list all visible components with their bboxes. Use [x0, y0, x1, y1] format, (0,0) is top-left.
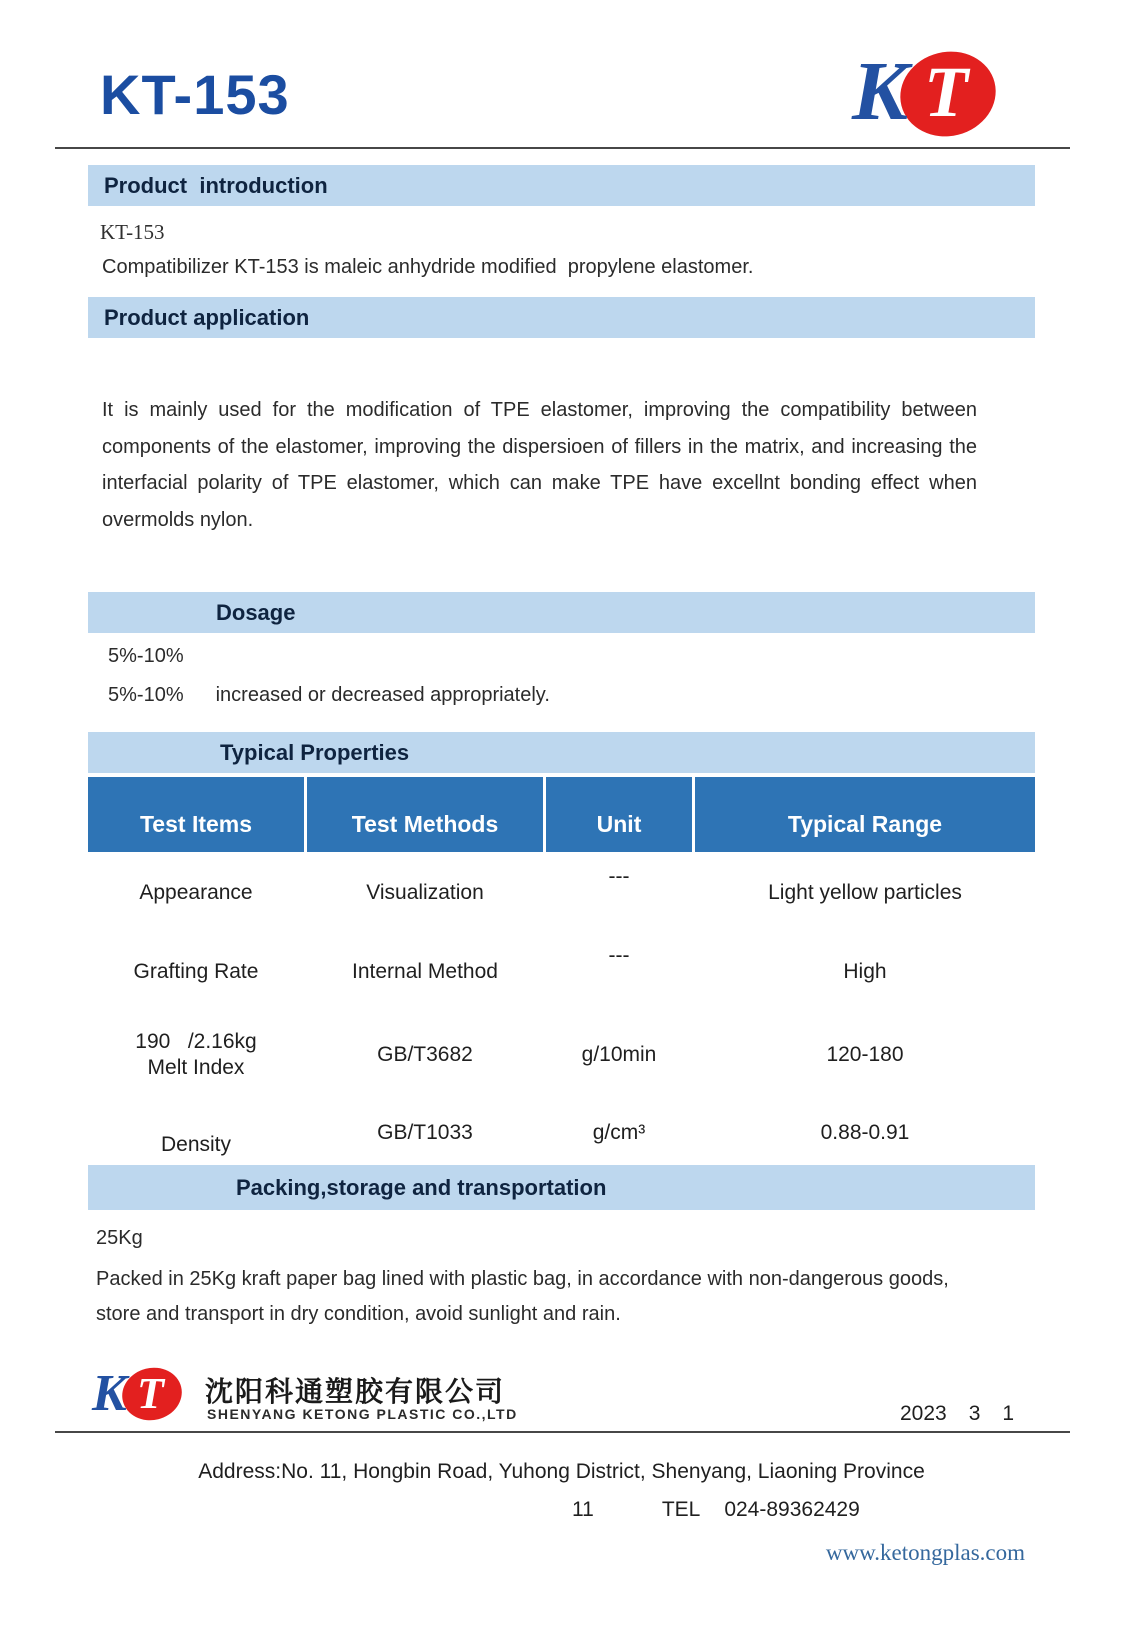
logo-letter-t: T [137, 1369, 164, 1418]
tel-label: TEL [661, 1498, 701, 1521]
cell-test-method: GB/T3682 [377, 1043, 473, 1066]
logo-letter-t: T [924, 52, 968, 132]
dosage-note-value: 5%-10% [108, 684, 184, 706]
column-header-test-methods: Test Methods [307, 777, 543, 852]
date-day: 1 [1002, 1402, 1015, 1425]
cell-typical-range: 120-180 [826, 1043, 904, 1066]
cell-test-method: Visualization [366, 881, 484, 904]
kt-logo-icon [852, 45, 1002, 148]
melt-index-condition: 190 /2.16kg [135, 1030, 257, 1053]
tel-number: 024-89362429 [724, 1498, 860, 1521]
table-row [88, 1010, 1035, 1100]
page-number: 11 [572, 1498, 594, 1521]
cell-typical-range: High [843, 960, 887, 983]
company-name-english: SHENYANG KETONG PLASTIC CO.,LTD [207, 1406, 518, 1422]
product-application-text: It is mainly used for the modification of TPE elastomer, improving the compatibility between components of the elastomer, improving the dispersioen of fillers in the matrix, and increasing the interfacial polarity of TPE elastomer, which can make TPE have excellnt bonding effect when overmolds nylon. [102, 399, 977, 531]
column-header-unit: Unit [546, 777, 692, 852]
cell-typical-range: 0.88-0.91 [820, 1121, 910, 1144]
cell-test-item: Grafting Rate [133, 960, 259, 983]
properties-table [88, 777, 1035, 1166]
cell-test-method: GB/T1033 [377, 1121, 473, 1144]
product-introduction-text: Compatibilizer KT-153 is maleic anhydride modified propylene elastomer. [102, 256, 754, 278]
cell-test-item: Density [160, 1133, 232, 1156]
packing-text: Packed in 25Kg kraft paper bag lined with plastic bag, in accordance with non-dangerous goods, store and transport in dry condition, avoid sunlight and rain. [96, 1268, 949, 1325]
cell-test-item [88, 1030, 304, 1080]
table-row [88, 852, 1035, 934]
kt-logo-small-icon [92, 1366, 192, 1428]
date-month: 3 [968, 1402, 981, 1425]
logo-letter-k: K [852, 45, 909, 138]
cell-unit: --- [608, 865, 630, 888]
melt-index-label: Melt Index [147, 1056, 245, 1079]
dosage-note-text: increased or decreased appropriately. [215, 684, 550, 706]
table-row [88, 934, 1035, 1010]
cell-test-method: Internal Method [352, 960, 498, 983]
company-address: Address:No. 11, Hongbin Road, Yuhong District, Shenyang, Liaoning Province [198, 1460, 925, 1483]
section-heading-product-introduction: Product introduction [88, 165, 1035, 206]
footer-divider [55, 1431, 1070, 1433]
page-and-phone-line [572, 1498, 860, 1522]
section-heading-packing: Packing,storage and transportation [88, 1165, 1035, 1210]
top-divider [55, 147, 1070, 149]
cell-test-item: Appearance [139, 881, 253, 904]
cell-unit: g/cm³ [592, 1121, 646, 1144]
company-name-chinese: 沈阳科通塑胶有限公司 [205, 1376, 506, 1407]
product-code: KT-153 [100, 220, 165, 244]
section-heading-typical-properties: Typical Properties [88, 732, 1035, 773]
dosage-value: 5%-10% [108, 645, 184, 667]
column-header-test-items: Test Items [88, 777, 304, 852]
dosage-note [108, 684, 550, 707]
document-date [900, 1402, 1014, 1426]
cell-unit: g/10min [581, 1043, 657, 1066]
table-header-row [88, 777, 1035, 852]
column-header-typical-range: Typical Range [695, 777, 1035, 852]
packing-weight: 25Kg [96, 1227, 143, 1249]
table-row [88, 1100, 1035, 1166]
page-title: KT-153 [100, 63, 290, 126]
section-heading-product-application: Product application [88, 297, 1035, 338]
logo-letter-k: K [92, 1365, 127, 1422]
website-link[interactable]: www.ketongplas.com [825, 1540, 1025, 1565]
date-year: 2023 [900, 1402, 947, 1425]
cell-typical-range: Light yellow particles [768, 881, 962, 904]
cell-unit: --- [608, 944, 630, 967]
section-heading-dosage: Dosage [88, 592, 1035, 633]
